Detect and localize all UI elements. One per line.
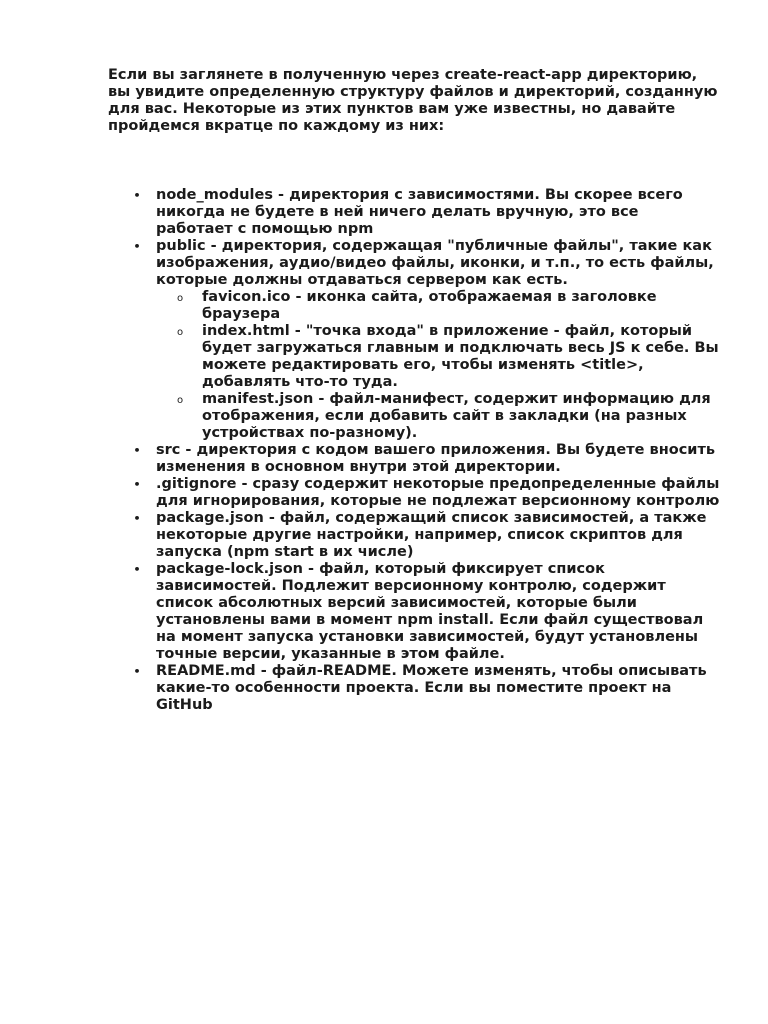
list-item-src [108,442,720,476]
public-sublist [156,289,720,442]
list-item-node-modules [108,187,720,238]
list-item-readme [108,663,720,714]
list-item-public [108,238,720,442]
circle-bullet-icon: o [176,395,184,406]
bullet-icon: • [133,478,141,491]
list-item-text: .gitignore - сразу содержит некоторые предопределенные файлы для игнорирования, которые не подлежат версионному контролю [156,476,720,509]
list-item-package-json [108,510,720,561]
intro-paragraph: Если вы заглянете в полученную через create-react-app директорию, вы увидите определенную структуру файлов и директорий, созданную для вас. Некоторые из этих пунктов вам уже известны, но давайте пройдемся вкратце по каждому из них: [108,67,718,134]
bullet-icon: • [133,665,141,678]
list-item-gitignore [108,476,720,510]
sublist-item-manifest [156,391,720,442]
file-structure-list [108,187,720,714]
list-item-text: node_modules - директория с зависимостями. Вы скорее всего никогда не будете в ней ничего делать вручную, это все работает с помощью npm [156,187,683,237]
list-item-text: package.json - файл, содержащий список зависимостей, а также некоторые другие настройки, например, список скриптов для запуска (npm start в их числе) [156,510,707,560]
document-body [108,67,720,714]
list-item-text: public - директория, содержащая "публичные файлы", такие как изображения, аудио/видео файлы, иконки, и т.п., то есть файлы, которые должны отдаваться сервером как есть. [156,238,714,288]
list-item-package-lock [108,561,720,663]
bullet-icon: • [133,189,141,202]
sublist-item-text: manifest.json - файл-манифест, содержит информацию для отображения, если добавить сайт в закладки (на разных устройствах по-разному). [202,391,711,441]
sublist-item-favicon [156,289,720,323]
bullet-icon: • [133,512,141,525]
circle-bullet-icon: o [176,293,184,304]
bullet-icon: • [133,444,141,457]
sublist-item-index-html [156,323,720,391]
circle-bullet-icon: o [176,327,184,338]
sublist-item-text: index.html - "точка входа" в приложение - файл, который будет загружаться главным и подключать весь JS к себе. Вы можете редактировать его, чтобы изменять <title>, добавлять что-то туда. [202,323,719,390]
list-item-text: package-lock.json - файл, который фиксирует список зависимостей. Подлежит версионному контролю, содержит список абсолютных версий зависимостей, которые были установлены вами в момент npm install. Если файл существовал на момент запуска установки зависимостей, будут установлены точные версии, указанные в этом файле. [156,561,704,662]
bullet-icon: • [133,563,141,576]
bullet-icon: • [133,240,141,253]
sublist-item-text: favicon.ico - иконка сайта, отображаемая в заголовке браузера [202,289,657,322]
list-item-text: README.md - файл-README. Можете изменять, чтобы описывать какие-то особенности проекта. Если вы поместите проект на GitHub [156,663,707,713]
list-item-text: src - директория с кодом вашего приложения. Вы будете вносить изменения в основном внутри этой директории. [156,442,716,475]
